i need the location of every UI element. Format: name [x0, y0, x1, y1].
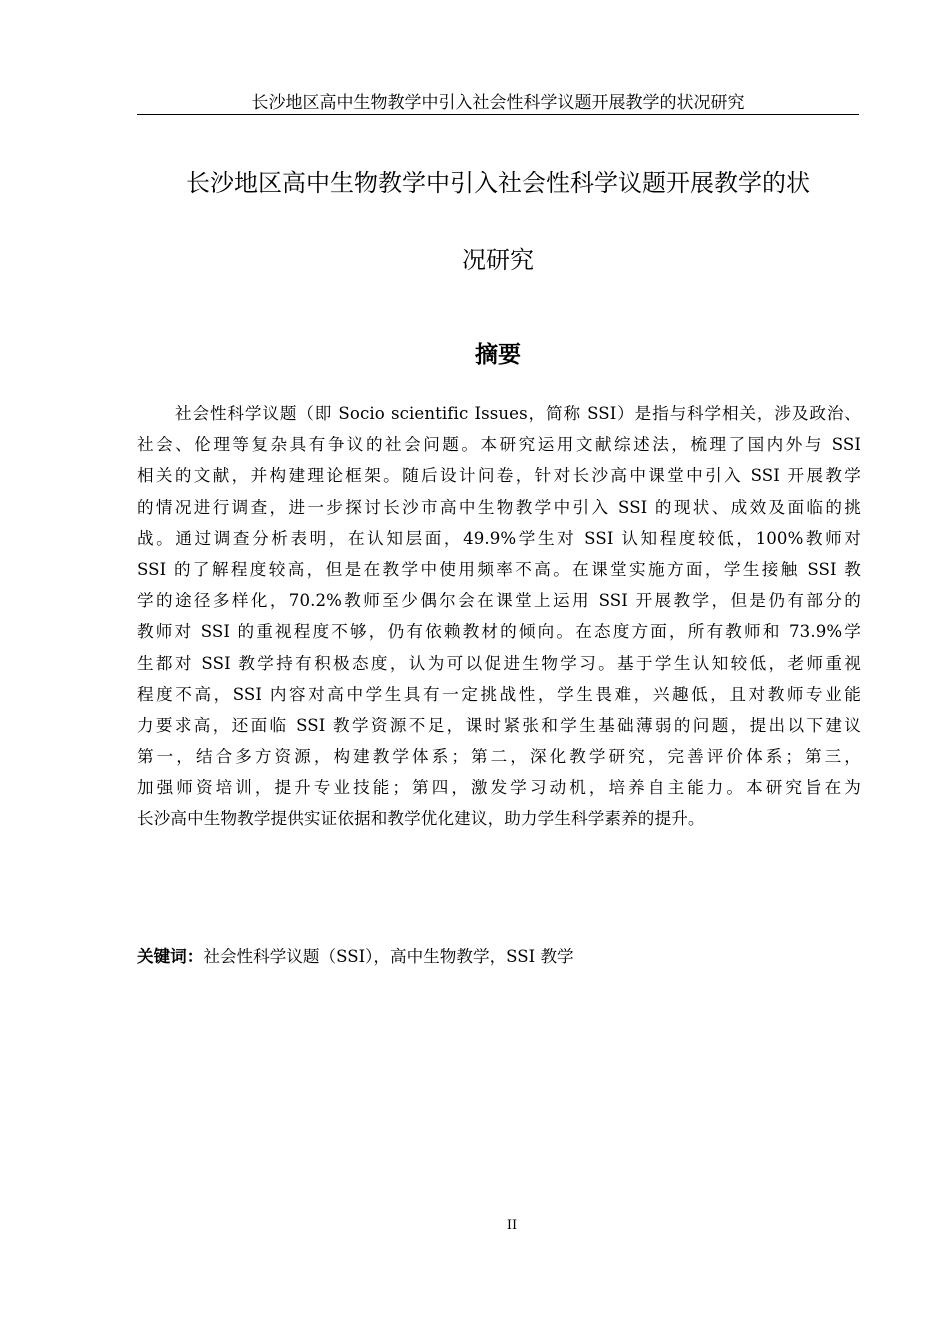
abstract-line: 的情况进行调查，进一步探讨长沙市高中生物教学中引入 SSI 的现状、成效及面临的挑 [137, 497, 861, 517]
keywords-label: 关键词： [137, 947, 204, 966]
abstract-line: 长沙高中生物教学提供实证依据和教学优化建议，助力学生科学素养的提升。 [137, 809, 705, 829]
page-number: II [506, 1218, 518, 1233]
running-header-title: 长沙地区高中生物教学中引入社会性科学议题开展教学的状况研究 [251, 93, 745, 113]
header-rule [137, 114, 859, 115]
abstract-line: SSI 的了解程度较高，但是在教学中使用频率不高。在课堂实施方面，学生接触 SSI 教 [137, 559, 861, 579]
abstract-line: 第一，结合多方资源，构建教学体系；第二，深化教学研究，完善评价体系；第三， [137, 747, 861, 767]
abstract-line: 战。通过调查分析表明，在认知层面，49.9%学生对 SSI 认知程度较低，100%教师对 [137, 528, 861, 548]
abstract-line: 教师对 SSI 的重视程度不够，仍有依赖教材的倾向。在态度方面，所有教师和 73.9%学 [137, 622, 861, 642]
abstract-body [137, 398, 861, 835]
abstract-line: 社会、伦理等复杂具有争议的社会问题。本研究运用文献综述法，梳理了国内外与 SSI [137, 435, 861, 455]
keywords-value: 社会性科学议题（SSI），高中生物教学，SSI 教学 [203, 947, 574, 966]
abstract-line: 加强师资培训，提升专业技能；第四，激发学习动机，培养自主能力。本研究旨在为 [137, 778, 861, 798]
abstract-line: 力要求高，还面临 SSI 教学资源不足，课时紧张和学生基础薄弱的问题，提出以下建议 [137, 715, 861, 735]
document-title-line-2: 况研究 [462, 246, 534, 274]
abstract-line: 相关的文献，并构建理论框架。随后设计问卷，针对长沙高中课堂中引入 SSI 开展教学 [137, 466, 861, 486]
abstract-line: 社会性科学议题（即 Socio scientific Issues，简称 SSI）是指与科学相关，涉及政治、 [175, 404, 861, 423]
abstract-line: 程度不高，SSI 内容对高中学生具有一定挑战性，学生畏难，兴趣低，且对教师专业能 [137, 684, 861, 704]
document-title-line-1: 长沙地区高中生物教学中引入社会性科学议题开展教学的状 [186, 169, 810, 197]
abstract-heading: 摘要 [475, 342, 521, 368]
keywords [137, 945, 859, 969]
abstract-line: 学的途径多样化，70.2%教师至少偶尔会在课堂上运用 SSI 开展教学，但是仍有部分的 [137, 591, 861, 611]
abstract-line: 生都对 SSI 教学持有积极态度，认为可以促进生物学习。基于学生认知较低，老师重视 [137, 653, 861, 673]
